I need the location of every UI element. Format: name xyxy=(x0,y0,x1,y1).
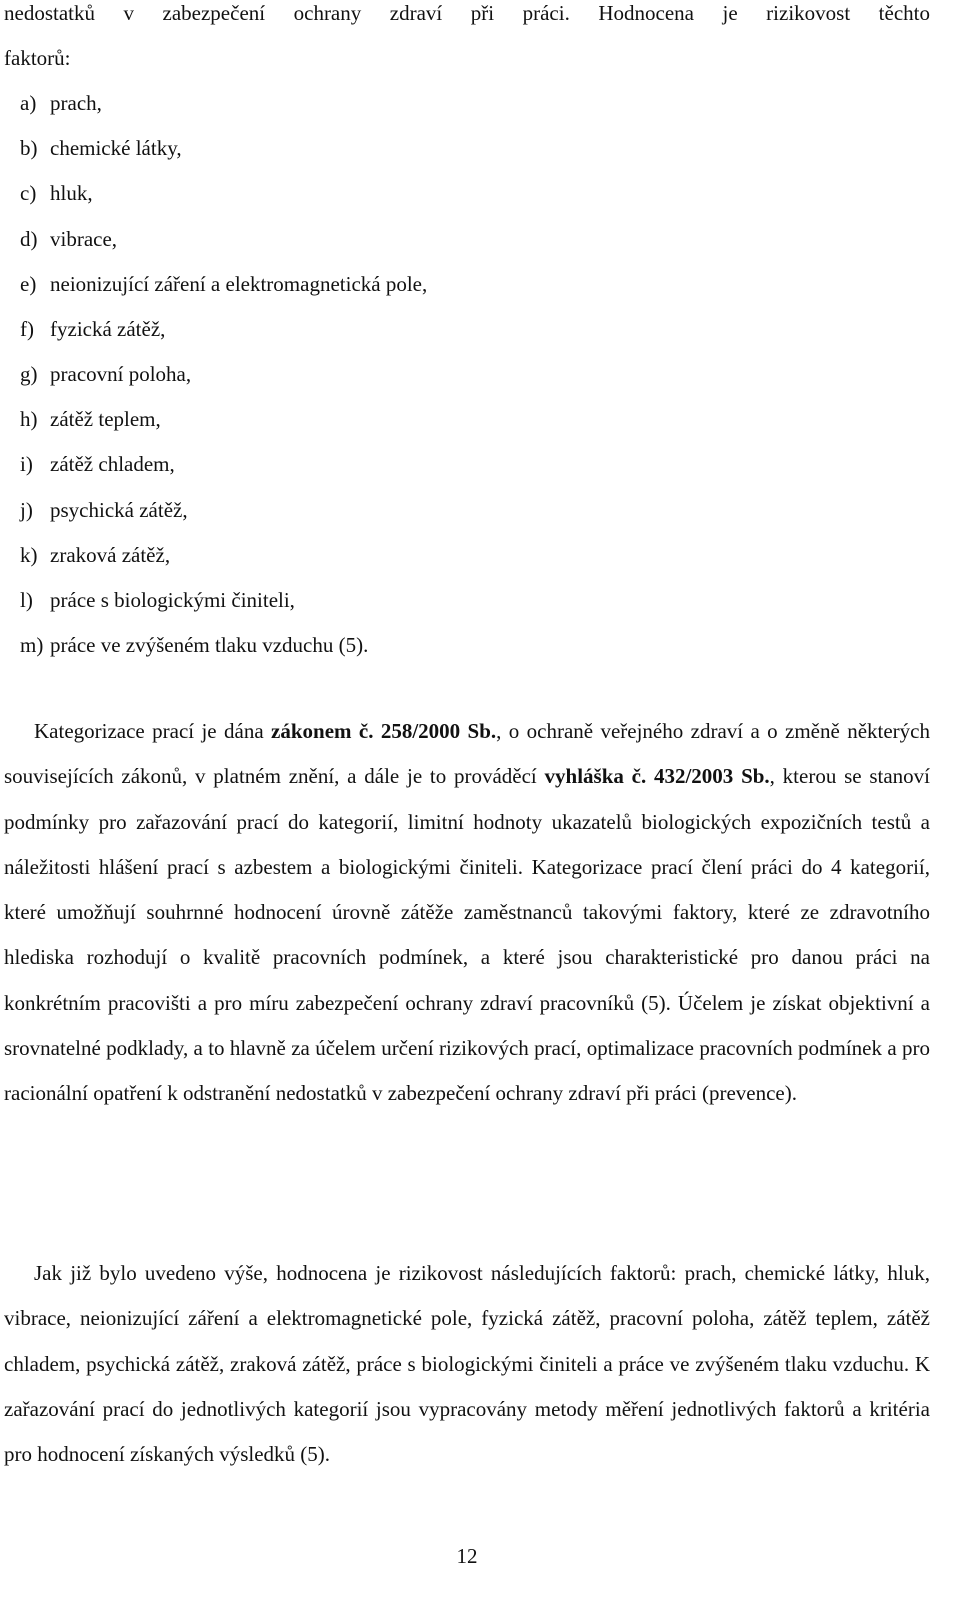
decree-reference: vyhláška č. 432/2003 Sb. xyxy=(544,764,770,789)
list-marker: f) xyxy=(20,317,34,341)
intro-line-1: nedostatků v zabezpečení ochrany zdraví při práci. Hodnocena je rizikovost těchto xyxy=(4,1,930,25)
list-marker: b) xyxy=(20,136,38,160)
list-item-text: pracovní poloha, xyxy=(50,362,192,386)
list-item xyxy=(20,451,175,477)
paragraph-summary: Jak již bylo uvedeno výše, hodnocena je rizikovost následujících faktorů: prach, chemické látky, hluk, vibrace, neionizující záření a elektromagnetické pole, fyzická zátěž, pracovní poloha, zátěž teplem, zátěž chladem, psychická zátěž, zraková zátěž, práce s biologickými činiteli a práce ve zvýšeném tlaku vzduchu. K zařazování prací do jednotlivých kategorií jsou vypracovány metody měření jednotlivých faktorů a kritéria pro hodnocení získaných výsledků (5). xyxy=(4,1261,930,1467)
list-item xyxy=(20,226,117,252)
page-number: 12 xyxy=(456,1544,478,1568)
list-item-text: zátěž teplem, xyxy=(50,407,161,431)
paragraph-text: , kterou se stanoví podmínky pro zařazování prací do kategorií, limitní hodnoty ukazatelů biologických expozičních testů a náležitosti hlášení prací s azbestem a biologickými činiteli. Kategorizace prací člení práci do 4 kategorií, které umožňují souhrnné hodnocení úrovně zátěže zaměstnanců takovými faktory, které ze zdravotního hlediska rozhodují o kvalitě pracovních podmínek, a které jsou charakteristické pro danou práci na konkrétním pracovišti a pro míru zabezpečení ochrany zdraví pracovníků (5). Účelem je získat objektivní a srovnatelné podklady, a to hlavně za účelem určení rizikových prací, optimalizace pracovních podmínek a pro racionální opatření k odstranění nedostatků v zabezpečení ochrany zdraví při práci (prevence). xyxy=(4,764,930,1106)
list-item xyxy=(20,90,102,116)
list-item-text: práce ve zvýšeném tlaku vzduchu (5). xyxy=(50,633,369,657)
list-item-text: chemické látky, xyxy=(50,136,182,160)
list-item-text: psychická zátěž, xyxy=(50,498,188,522)
list-item-text: zraková zátěž, xyxy=(50,543,171,567)
list-item-text: hluk, xyxy=(50,181,93,205)
list-item xyxy=(20,587,295,613)
list-marker: g) xyxy=(20,362,38,386)
list-item-text: neionizující záření a elektromagnetická pole, xyxy=(50,272,428,296)
list-item xyxy=(20,316,165,342)
list-marker: i) xyxy=(20,452,33,476)
intro-line-2: faktorů: xyxy=(4,46,71,70)
list-item xyxy=(20,497,188,523)
paragraph-text: , o ochraně veřejného zdraví a o změně některých souvisejících zákonů, v platném znění, a dále je to prováděcí xyxy=(4,719,930,789)
list-item xyxy=(20,632,368,658)
list-item xyxy=(20,180,93,206)
list-marker: k) xyxy=(20,543,38,567)
list-marker: m) xyxy=(20,633,44,657)
list-marker: e) xyxy=(20,272,37,296)
list-item xyxy=(20,406,161,432)
list-marker: a) xyxy=(20,91,37,115)
list-marker: c) xyxy=(20,181,37,205)
list-item xyxy=(20,135,182,161)
list-item-text: fyzická zátěž, xyxy=(50,317,166,341)
list-marker: d) xyxy=(20,227,38,251)
list-item xyxy=(20,542,170,568)
list-item-text: práce s biologickými činiteli, xyxy=(50,588,295,612)
law-reference: zákonem č. 258/2000 Sb. xyxy=(271,719,497,743)
list-marker: l) xyxy=(20,588,33,612)
list-item xyxy=(20,361,191,387)
list-item-text: zátěž chladem, xyxy=(50,452,175,476)
list-item-text: vibrace, xyxy=(50,227,118,251)
document-page xyxy=(4,0,930,1617)
paragraph-text: Kategorizace prací je dána xyxy=(34,719,272,743)
list-item-text: prach, xyxy=(50,91,102,115)
list-marker: j) xyxy=(20,498,33,522)
list-marker: h) xyxy=(20,407,38,431)
list-item xyxy=(20,271,427,297)
paragraph-categorization xyxy=(4,709,930,1117)
